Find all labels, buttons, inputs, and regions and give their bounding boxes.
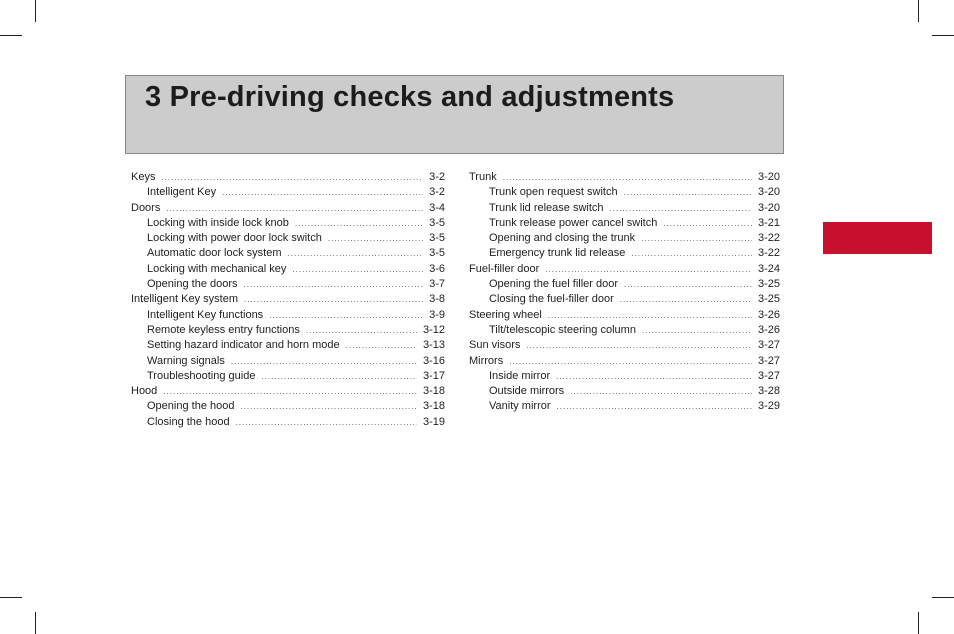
toc-entry[interactable]: [131, 323, 445, 338]
crop-mark: [35, 0, 36, 22]
toc-entry[interactable]: [469, 292, 780, 307]
chapter-tab: [823, 222, 932, 254]
toc-entry-title: Intelligent Key functions: [147, 308, 264, 321]
crop-mark: [918, 612, 919, 634]
toc-entry[interactable]: [469, 323, 780, 338]
toc-entry[interactable]: [131, 369, 445, 384]
toc-leader-dots: [163, 384, 417, 399]
toc-entry-title: Locking with inside lock knob: [147, 216, 289, 229]
toc-right-column: [469, 170, 780, 415]
toc-entry[interactable]: [469, 399, 780, 414]
crop-mark: [932, 597, 954, 598]
toc-entry-title: Steering wheel: [469, 308, 542, 321]
toc-entry-page: 3-12: [422, 323, 445, 336]
toc-entry-page: 3-18: [422, 400, 445, 413]
toc-entry[interactable]: [131, 277, 445, 292]
toc-entry-title: Closing the hood: [147, 415, 230, 428]
toc-leader-dots: [641, 231, 752, 246]
toc-entry[interactable]: [131, 216, 445, 231]
toc-entry[interactable]: [469, 369, 780, 384]
toc-leader-dots: [631, 246, 752, 261]
toc-entry-page: 3-4: [429, 201, 445, 214]
toc-entry[interactable]: [131, 292, 445, 307]
toc-entry[interactable]: [469, 354, 780, 369]
toc-entry-page: 3-2: [429, 186, 445, 199]
toc-entry[interactable]: [131, 384, 445, 399]
toc-entry-page: 3-27: [757, 369, 780, 382]
toc-leader-dots: [624, 185, 752, 200]
toc-leader-dots: [244, 292, 423, 307]
toc-entry-title: Opening the hood: [147, 400, 235, 413]
toc-entry[interactable]: [469, 277, 780, 292]
toc-entry[interactable]: [131, 246, 445, 261]
toc-entry-page: 3-5: [429, 232, 445, 245]
toc-leader-dots: [624, 277, 752, 292]
toc-entry-title: Vanity mirror: [489, 400, 551, 413]
toc-entry-title: Intelligent Key system: [131, 293, 238, 306]
toc-entry-title: Opening the fuel filler door: [489, 278, 619, 291]
toc-leader-dots: [231, 354, 417, 369]
toc-entry-page: 3-26: [757, 308, 780, 321]
chapter-title: 3 Pre-driving checks and adjustments: [145, 81, 675, 113]
crop-mark: [932, 35, 954, 36]
toc-entry-title: Sun visors: [469, 339, 521, 352]
toc-entry-page: 3-26: [757, 323, 780, 336]
toc-entry-title: Closing the fuel-filler door: [489, 293, 614, 306]
toc-entry-title: Trunk lid release switch: [489, 201, 604, 214]
toc-entry-title: Tilt/telescopic steering column: [489, 323, 636, 336]
toc-entry-title: Trunk release power cancel switch: [489, 216, 658, 229]
toc-entry[interactable]: [469, 246, 780, 261]
toc-leader-dots: [306, 323, 417, 338]
toc-leader-dots: [526, 338, 752, 353]
toc-leader-dots: [295, 216, 423, 231]
toc-entry-page: 3-28: [757, 385, 780, 398]
toc-leader-dots: [620, 292, 752, 307]
toc-leader-dots: [292, 262, 423, 277]
toc-entry-title: Inside mirror: [489, 369, 551, 382]
toc-entry-title: Locking with mechanical key: [147, 262, 287, 275]
toc-left-column: [131, 170, 445, 430]
toc-leader-dots: [610, 201, 752, 216]
toc-entry[interactable]: [131, 415, 445, 430]
toc-entry-page: 3-20: [757, 201, 780, 214]
toc-entry-page: 3-29: [757, 400, 780, 413]
toc-entry-page: 3-9: [429, 308, 445, 321]
toc-entry-title: Automatic door lock system: [147, 247, 282, 260]
toc-entry-page: 3-19: [422, 415, 445, 428]
toc-entry-page: 3-2: [429, 171, 445, 183]
toc-leader-dots: [166, 201, 423, 216]
toc-leader-dots: [642, 323, 752, 338]
toc-leader-dots: [509, 354, 752, 369]
toc-entry-title: Trunk: [469, 171, 497, 183]
toc-entry-page: 3-6: [429, 262, 445, 275]
toc-entry-page: 3-22: [757, 247, 780, 260]
toc-entry[interactable]: [469, 185, 780, 200]
toc-entry-title: Hood: [131, 385, 158, 398]
toc-entry[interactable]: [131, 201, 445, 216]
toc-leader-dots: [557, 399, 752, 414]
toc-entry-title: Doors: [131, 201, 161, 214]
toc-entry[interactable]: [131, 262, 445, 277]
toc-entry-title: Outside mirrors: [489, 385, 565, 398]
toc-entry-page: 3-8: [429, 293, 445, 306]
toc-entry-page: 3-27: [757, 354, 780, 367]
toc-entry[interactable]: [469, 262, 780, 277]
toc-entry-page: 3-24: [757, 262, 780, 275]
toc-leader-dots: [503, 170, 752, 185]
toc-entry-title: Keys: [131, 171, 156, 183]
toc-leader-dots: [222, 185, 423, 200]
toc-leader-dots: [556, 369, 752, 384]
toc-entry[interactable]: [131, 170, 445, 185]
toc-entry-title: Locking with power door lock switch: [147, 232, 322, 245]
toc-entry-title: Intelligent Key: [147, 186, 217, 199]
toc-entry-title: Mirrors: [469, 354, 504, 367]
crop-mark: [0, 597, 22, 598]
toc-entry[interactable]: [469, 216, 780, 231]
toc-entry[interactable]: [131, 308, 445, 323]
toc-entry[interactable]: [469, 308, 780, 323]
toc-entry-title: Remote keyless entry functions: [147, 323, 300, 336]
toc-entry-page: 3-5: [429, 216, 445, 229]
toc-leader-dots: [663, 216, 752, 231]
toc-leader-dots: [236, 415, 417, 430]
toc-entry[interactable]: [131, 338, 445, 353]
toc-entry-page: 3-25: [757, 293, 780, 306]
crop-mark: [0, 35, 22, 36]
toc-entry[interactable]: [131, 231, 445, 246]
toc-entry-page: 3-5: [429, 247, 445, 260]
toc-entry-title: Setting hazard indicator and horn mode: [147, 339, 340, 352]
toc-entry[interactable]: [469, 231, 780, 246]
toc-entry-page: 3-27: [757, 339, 780, 352]
toc-entry-page: 3-22: [757, 232, 780, 245]
toc-entry[interactable]: [131, 399, 445, 414]
toc-entry-page: 3-7: [429, 278, 445, 291]
toc-entry-title: Warning signals: [147, 354, 225, 367]
toc-entry-page: 3-17: [422, 369, 445, 382]
toc-entry-page: 3-20: [757, 186, 780, 199]
toc-entry[interactable]: [469, 384, 780, 399]
toc-entry-title: Opening and closing the trunk: [489, 232, 636, 245]
toc-entry-title: Trunk open request switch: [489, 186, 618, 199]
toc-leader-dots: [244, 277, 424, 292]
toc-entry-title: Opening the doors: [147, 278, 238, 291]
toc-entry[interactable]: [131, 185, 445, 200]
toc-leader-dots: [346, 338, 417, 353]
toc-entry-page: 3-18: [422, 385, 445, 398]
toc-leader-dots: [288, 246, 424, 261]
crop-mark: [35, 612, 36, 634]
toc-entry[interactable]: [469, 170, 780, 185]
toc-entry[interactable]: [469, 338, 780, 353]
chapter-header: [125, 75, 784, 154]
toc-leader-dots: [161, 170, 423, 185]
toc-entry-page: 3-25: [757, 278, 780, 291]
toc-entry-page: 3-20: [757, 171, 780, 183]
toc-leader-dots: [570, 384, 752, 399]
toc-entry-title: Fuel-filler door: [469, 262, 540, 275]
toc-entry-page: 3-16: [422, 354, 445, 367]
toc-leader-dots: [545, 262, 752, 277]
toc-entry-page: 3-21: [757, 216, 780, 229]
toc-entry-page: 3-13: [422, 339, 445, 352]
toc-leader-dots: [328, 231, 423, 246]
toc-entry-title: Emergency trunk lid release: [489, 247, 626, 260]
toc-leader-dots: [548, 308, 752, 323]
toc-entry-title: Troubleshooting guide: [147, 369, 256, 382]
crop-mark: [918, 0, 919, 22]
toc-entry[interactable]: [131, 354, 445, 369]
toc-leader-dots: [269, 308, 423, 323]
toc-leader-dots: [261, 369, 417, 384]
toc-entry[interactable]: [469, 201, 780, 216]
toc-leader-dots: [240, 399, 417, 414]
